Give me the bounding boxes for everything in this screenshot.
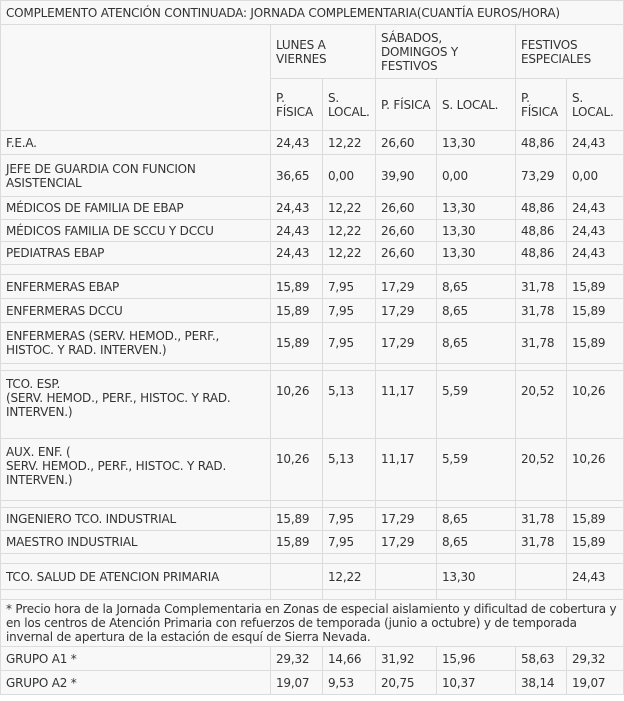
spacer-cell [516, 590, 567, 600]
value-cell: 24,43 [271, 131, 323, 155]
spacer-cell [376, 265, 437, 275]
spacer-cell [376, 590, 437, 600]
value-cell: 31,78 [516, 531, 567, 554]
value-cell: 31,92 [376, 647, 437, 671]
empty-header-cell [1, 25, 271, 131]
value-cell: 17,29 [376, 299, 437, 323]
value-cell: 26,60 [376, 197, 437, 220]
value-cell: 26,60 [376, 242, 437, 265]
value-cell: 29,32 [271, 647, 323, 671]
value-cell: 7,95 [323, 275, 376, 299]
value-cell: 8,65 [437, 299, 516, 323]
value-cell: 24,43 [271, 220, 323, 242]
row-label: INGENIERO TCO. INDUSTRIAL [1, 508, 271, 531]
row-label-line: (SERV. HEMOD., PERF., HISTOC. Y RAD. INTERVEN.) [6, 391, 231, 419]
spacer-cell [271, 265, 323, 275]
value-cell: 48,86 [516, 220, 567, 242]
row-label [1, 371, 271, 439]
table-row [1, 197, 624, 220]
value-cell: 13,30 [437, 242, 516, 265]
group-header-weekends: SÁBADOS, DOMINGOS Y FESTIVOS [376, 25, 516, 79]
value-cell: 24,43 [567, 564, 624, 590]
spacer-row [1, 265, 624, 275]
value-cell: 24,43 [567, 197, 624, 220]
spacer-cell [271, 590, 323, 600]
value-cell: 31,78 [516, 299, 567, 323]
value-cell: 15,96 [437, 647, 516, 671]
spacer-cell [567, 364, 624, 371]
spacer-cell [271, 364, 323, 371]
value-cell: 7,95 [323, 508, 376, 531]
value-cell: 10,26 [567, 371, 624, 439]
spacer-cell [1, 554, 271, 564]
spacer-cell [516, 265, 567, 275]
value-cell: 24,43 [567, 242, 624, 265]
value-cell: 9,53 [323, 671, 376, 695]
table-row [1, 220, 624, 242]
value-cell: 0,00 [323, 155, 376, 197]
sub-header-cell: S. LOCAL. [437, 79, 516, 131]
value-cell: 13,30 [437, 220, 516, 242]
value-cell: 12,22 [323, 564, 376, 590]
value-cell: 20,52 [516, 371, 567, 439]
row-label: F.E.A. [1, 131, 271, 155]
table-row [1, 155, 624, 197]
value-cell: 15,89 [567, 323, 624, 364]
value-cell: 5,59 [437, 439, 516, 501]
value-cell: 15,89 [567, 531, 624, 554]
value-cell: 39,90 [376, 155, 437, 197]
row-label: MÉDICOS FAMILIA DE SCCU Y DCCU [1, 220, 271, 242]
value-cell: 7,95 [323, 299, 376, 323]
spacer-cell [323, 265, 376, 275]
value-cell: 8,65 [437, 508, 516, 531]
cutoff-text-line [0, 696, 624, 701]
footnote: * Precio hora de la Jornada Complementaria en Zonas de especial aislamiento y dificultad de cobertura y en los centros de Atención Primaria con refuerzos de temporada (junio a octubre) y de temporada invernal de apertura de la estación de esquí de Sierra Nevada. [1, 600, 624, 647]
value-cell: 7,95 [323, 531, 376, 554]
value-cell: 15,89 [567, 299, 624, 323]
value-cell: 5,59 [437, 371, 516, 439]
sub-header-cell: P. FÍSICA [271, 79, 323, 131]
spacer-cell [271, 554, 323, 564]
table-row [1, 439, 624, 501]
value-cell: 15,89 [271, 299, 323, 323]
value-cell: 20,52 [516, 439, 567, 501]
spacer-cell [516, 364, 567, 371]
spacer-cell [516, 501, 567, 508]
spacer-cell [437, 554, 516, 564]
table-row [1, 531, 624, 554]
row-label [1, 439, 271, 501]
value-cell: 0,00 [437, 155, 516, 197]
value-cell: 12,22 [323, 131, 376, 155]
spacer-cell [1, 501, 271, 508]
value-cell: 15,89 [271, 275, 323, 299]
sub-header-cell: P. FÍSICA [376, 79, 437, 131]
spacer-row [1, 501, 624, 508]
value-cell: 10,26 [271, 439, 323, 501]
spacer-cell [323, 501, 376, 508]
value-cell: 26,60 [376, 131, 437, 155]
value-cell: 12,22 [323, 197, 376, 220]
value-cell: 24,43 [271, 197, 323, 220]
value-cell: 17,29 [376, 275, 437, 299]
value-cell: 8,65 [437, 531, 516, 554]
value-cell: 73,29 [516, 155, 567, 197]
value-cell: 5,13 [323, 371, 376, 439]
value-cell: 11,17 [376, 439, 437, 501]
table-row [1, 671, 624, 695]
value-cell: 19,07 [567, 671, 624, 695]
value-cell: 13,30 [437, 131, 516, 155]
value-cell: 36,65 [271, 155, 323, 197]
value-cell: 10,26 [271, 371, 323, 439]
spacer-cell [567, 501, 624, 508]
value-cell: 26,60 [376, 220, 437, 242]
value-cell: 12,22 [323, 242, 376, 265]
table-row [1, 647, 624, 671]
row-label: GRUPO A1 * [1, 647, 271, 671]
row-label: ENFERMERAS (SERV. HEMOD., PERF., HISTOC. Y RAD. INTERVEN.) [1, 323, 271, 364]
value-cell: 38,14 [516, 671, 567, 695]
value-cell: 20,75 [376, 671, 437, 695]
value-cell [376, 564, 437, 590]
value-cell: 0,00 [567, 155, 624, 197]
row-label: GRUPO A2 * [1, 671, 271, 695]
value-cell [516, 564, 567, 590]
sub-header-cell: S. LOCAL. [323, 79, 376, 131]
value-cell: 24,43 [567, 220, 624, 242]
value-cell: 10,37 [437, 671, 516, 695]
table-row [1, 508, 624, 531]
value-cell: 15,89 [567, 508, 624, 531]
value-cell: 5,13 [323, 439, 376, 501]
row-label: MAESTRO INDUSTRIAL [1, 531, 271, 554]
spacer-cell [323, 554, 376, 564]
row-label-line: TCO. ESP. [6, 377, 61, 391]
value-cell: 24,43 [271, 242, 323, 265]
spacer-cell [567, 265, 624, 275]
spacer-cell [437, 590, 516, 600]
table-title: COMPLEMENTO ATENCIÓN CONTINUADA: JORNADA COMPLEMENTARIA(CUANTÍA EUROS/HORA) [1, 1, 624, 25]
value-cell: 15,89 [271, 323, 323, 364]
table-row [1, 242, 624, 265]
spacer-cell [437, 265, 516, 275]
note-row [1, 600, 624, 647]
spacer-cell [376, 501, 437, 508]
spacer-row [1, 590, 624, 600]
value-cell: 24,43 [567, 131, 624, 155]
value-cell: 17,29 [376, 508, 437, 531]
value-cell: 10,26 [567, 439, 624, 501]
table-row [1, 131, 624, 155]
spacer-cell [376, 554, 437, 564]
row-label-line: SERV. HEMOD., PERF., HISTOC. Y RAD. INTERVEN.) [6, 459, 227, 487]
value-cell: 17,29 [376, 531, 437, 554]
value-cell: 29,32 [567, 647, 624, 671]
row-label-line: AUX. ENF. ( [6, 445, 71, 459]
row-label: TCO. SALUD DE ATENCION PRIMARIA [1, 564, 271, 590]
sub-header-cell: P. FÍSICA [516, 79, 567, 131]
value-cell: 31,78 [516, 275, 567, 299]
table-row [1, 275, 624, 299]
table-row [1, 564, 624, 590]
spacer-cell [323, 364, 376, 371]
spacer-cell [516, 554, 567, 564]
value-cell: 13,30 [437, 197, 516, 220]
title-row [1, 1, 624, 25]
spacer-cell [271, 501, 323, 508]
group-header-special-holidays: FESTIVOS ESPECIALES [516, 25, 624, 79]
row-label: PEDIATRAS EBAP [1, 242, 271, 265]
value-cell: 7,95 [323, 323, 376, 364]
row-label: MÉDICOS DE FAMILIA DE EBAP [1, 197, 271, 220]
group-header-weekdays: LUNES A VIERNES [271, 25, 376, 79]
row-label: ENFERMERAS EBAP [1, 275, 271, 299]
spacer-cell [1, 364, 271, 371]
table-row [1, 323, 624, 364]
value-cell: 58,63 [516, 647, 567, 671]
table-row [1, 371, 624, 439]
spacer-cell [323, 590, 376, 600]
value-cell [271, 564, 323, 590]
spacer-row [1, 364, 624, 371]
table-row [1, 299, 624, 323]
value-cell: 15,89 [271, 531, 323, 554]
value-cell: 14,66 [323, 647, 376, 671]
value-cell: 8,65 [437, 323, 516, 364]
spacer-cell [567, 554, 624, 564]
sub-header-cell: S. LOCAL. [567, 79, 624, 131]
value-cell: 11,17 [376, 371, 437, 439]
spacer-cell [376, 364, 437, 371]
group-header-row [1, 25, 624, 79]
value-cell: 19,07 [271, 671, 323, 695]
value-cell: 13,30 [437, 564, 516, 590]
value-cell: 17,29 [376, 323, 437, 364]
value-cell: 15,89 [567, 275, 624, 299]
value-cell: 12,22 [323, 220, 376, 242]
row-label: ENFERMERAS DCCU [1, 299, 271, 323]
spacer-cell [1, 590, 271, 600]
row-label: JEFE DE GUARDIA CON FUNCION ASISTENCIAL [1, 155, 271, 197]
value-cell: 8,65 [437, 275, 516, 299]
value-cell: 48,86 [516, 131, 567, 155]
value-cell: 15,89 [271, 508, 323, 531]
spacer-cell [567, 590, 624, 600]
value-cell: 31,78 [516, 323, 567, 364]
value-cell: 31,78 [516, 508, 567, 531]
spacer-row [1, 554, 624, 564]
value-cell: 48,86 [516, 242, 567, 265]
spacer-cell [1, 265, 271, 275]
value-cell: 48,86 [516, 197, 567, 220]
spacer-cell [437, 501, 516, 508]
spacer-cell [437, 364, 516, 371]
